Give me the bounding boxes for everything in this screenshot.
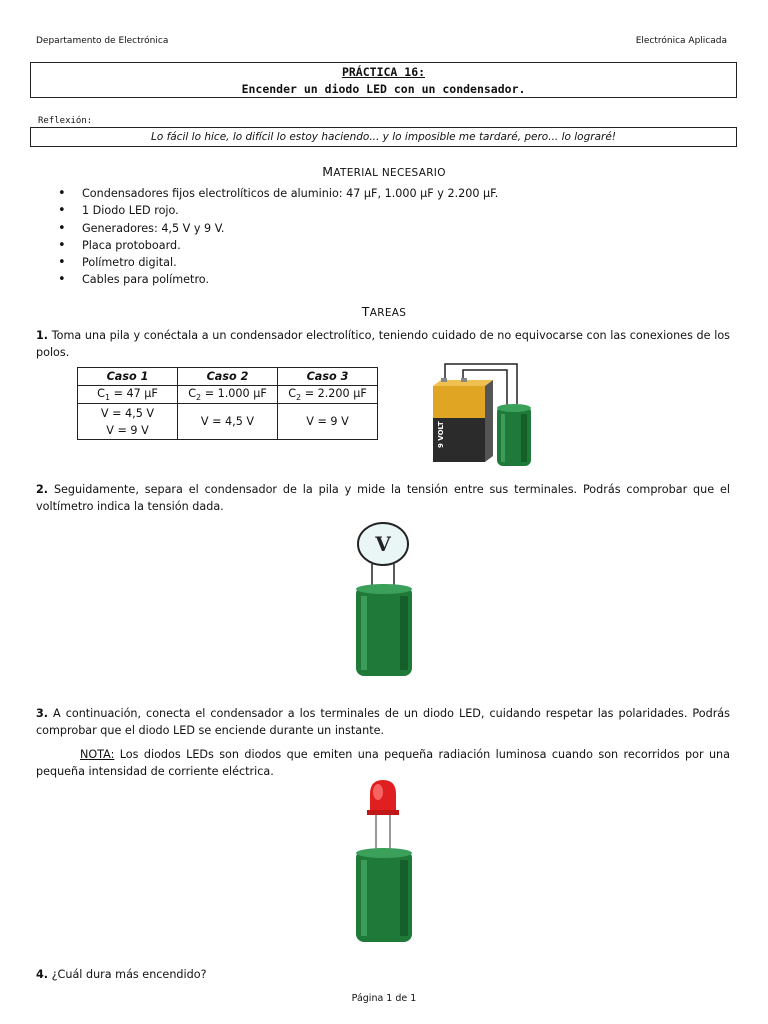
task-2: 2. Seguidamente, separa el condensador de la pila y mide la tensión entre sus terminales. Podrás comprobar que el voltímetro indica la tensión dada. (36, 483, 730, 513)
material-list (58, 185, 498, 289)
table-header: Caso 2 (178, 368, 278, 386)
table-cell: $C_1 = 47$ μF (78, 386, 178, 404)
note-paragraph: NOTA: Los diodos LEDs son diodos que emiten una pequeña radiación luminosa cuando son recorridos por una pequeña intensidad de corriente eléctrica. (36, 748, 730, 778)
list-item: • Generadores: 4,5 V y 9 V. (58, 220, 498, 237)
voltmeter-illustration (352, 520, 417, 680)
led-capacitor-illustration (352, 778, 417, 946)
list-item: • Condensadores fijos electrolíticos de aluminio: 47 μF, 1.000 μF y 2.200 μF. (58, 185, 498, 202)
table-header: Caso 1 (78, 368, 178, 386)
cases-table (77, 367, 378, 440)
table-cell: V = 9 V (278, 404, 378, 440)
tasks-heading: TAREAS (361, 304, 407, 319)
battery-capacitor-illustration (425, 358, 550, 470)
voltmeter-label: V (375, 532, 391, 556)
table-cell: V = 4,5 V V = 9 V (78, 404, 178, 440)
capacitor-icon (356, 584, 412, 676)
capacitor-icon (356, 848, 412, 942)
reflection-quote: Lo fácil lo hice, lo difícil lo estoy haciendo... y lo imposible me tardaré, pero... lo lograré! (30, 127, 737, 147)
battery-icon (433, 378, 493, 462)
header-subject: Electrónica Aplicada (635, 36, 727, 46)
capacitor-icon (497, 404, 531, 466)
list-item: • Polímetro digital. (58, 254, 498, 271)
note-label: NOTA: (80, 748, 115, 761)
task-1: 1. Toma una pila y conéctala a un condensador electrolítico, teniendo cuidado de no equivocarse con las conexiones de los polos. (36, 329, 730, 359)
battery-label: 9 VOLT (437, 421, 445, 448)
reflection-label: Reflexión: (38, 116, 93, 126)
table-cell: $C_2 = 2.200$ μF (278, 386, 378, 404)
page-footer: Página 1 de 1 (351, 993, 417, 1004)
led-icon (367, 780, 399, 815)
title-box (30, 62, 737, 98)
table-cell: V = 4,5 V (178, 404, 278, 440)
task-4: 4. ¿Cuál dura más encendido? (36, 968, 207, 981)
material-heading: MATERIAL NECESARIO (322, 164, 446, 179)
table-header: Caso 3 (278, 368, 378, 386)
list-item: • Placa protoboard. (58, 237, 498, 254)
task-3: 3. A continuación, conecta el condensador a los terminales de un diodo LED, cuidando respetar las polaridades. Podrás comprobar que el diodo LED se enciende durante un instante. (36, 707, 730, 737)
table-cell: $C_2 = 1.000$ μF (178, 386, 278, 404)
list-item: • 1 Diodo LED rojo. (58, 202, 498, 219)
list-item: • Cables para polímetro. (58, 271, 498, 288)
practice-title: Encender un diodo LED con un condensador. (241, 82, 526, 96)
practice-number: PRÁCTICA 16: (341, 65, 426, 79)
header-department: Departamento de Electrónica (36, 36, 169, 46)
